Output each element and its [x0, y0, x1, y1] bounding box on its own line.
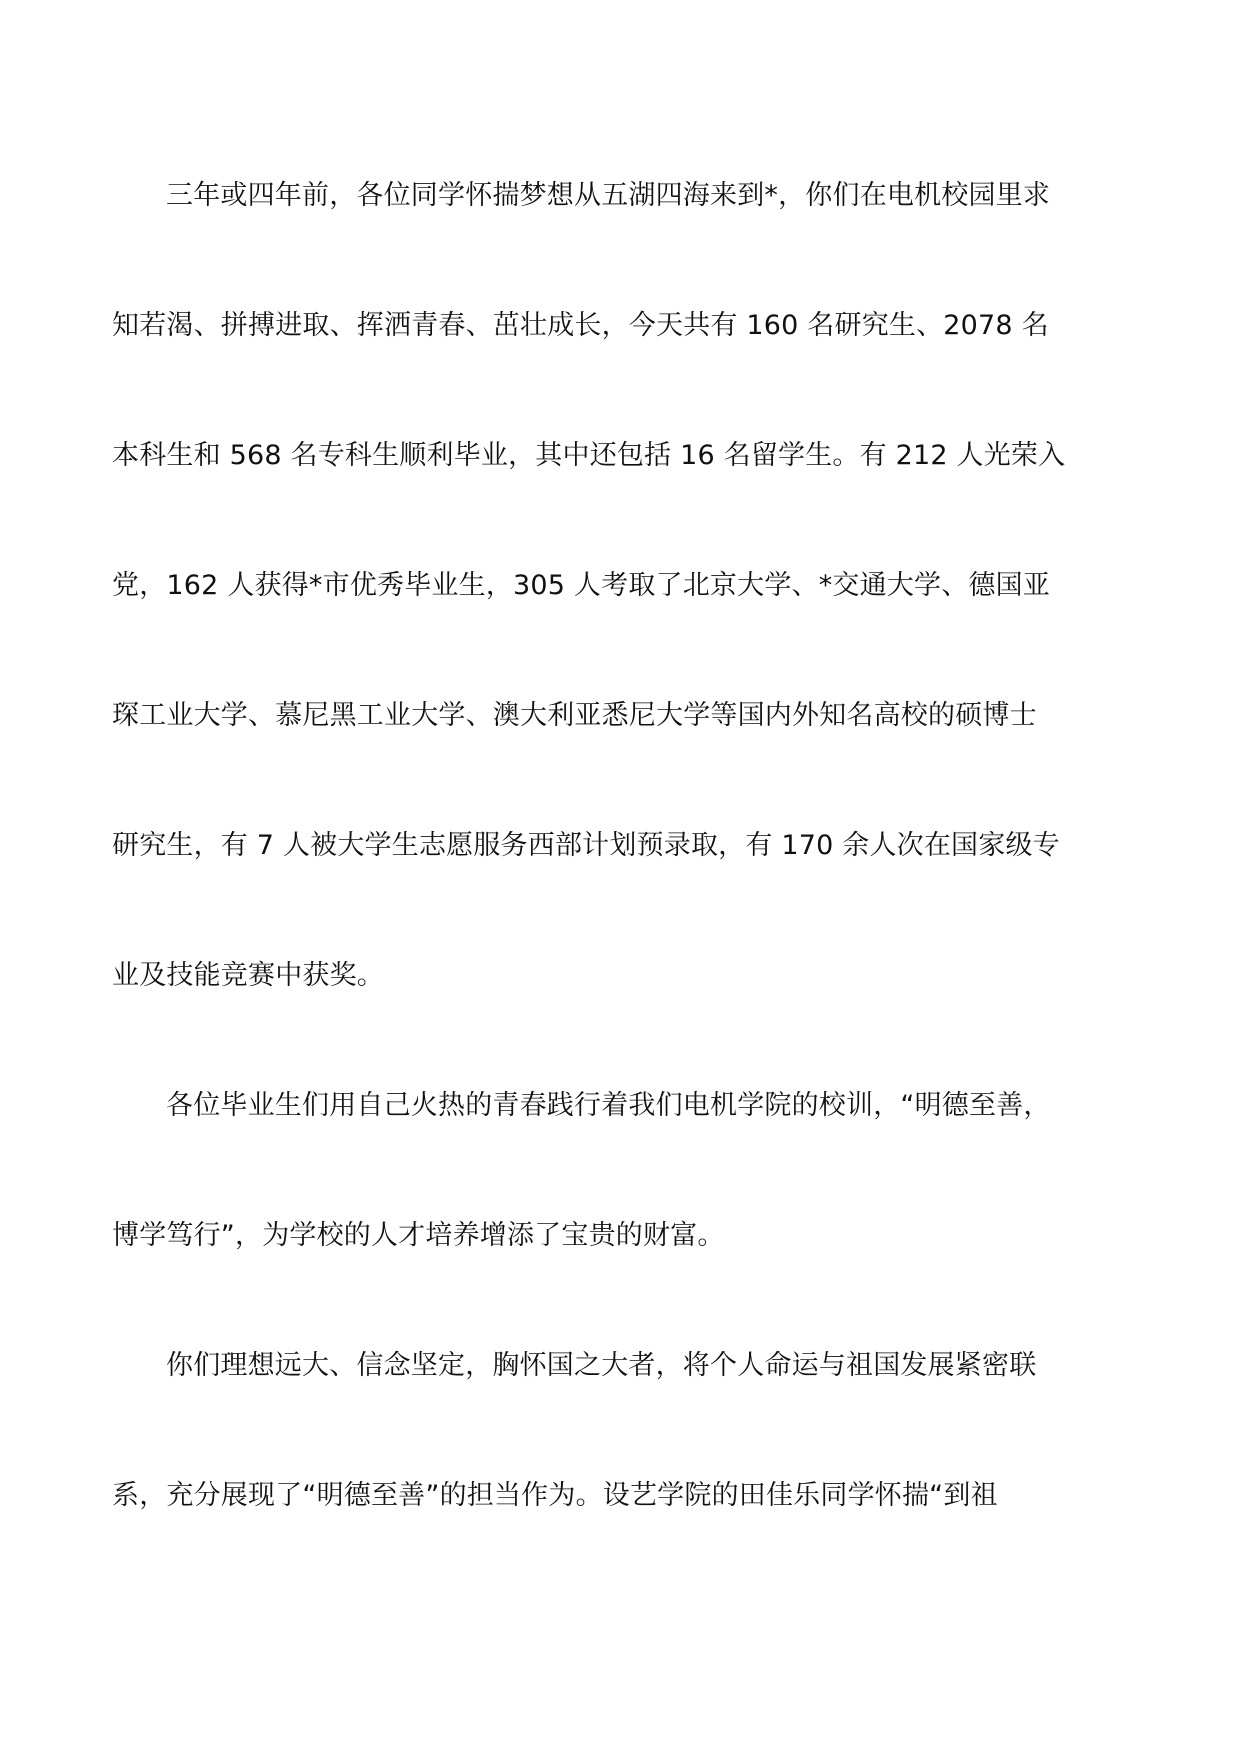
paragraph-1-line-7: 业及技能竞赛中获奖。: [112, 960, 384, 991]
paragraph-2-line-2: 博学笃行”，为学校的人才培养增添了宝贵的财富。: [112, 1220, 725, 1251]
paragraph-2-line-1: 各位毕业生们用自己火热的青春践行着我们电机学院的校训，“明德至善，: [166, 1090, 1051, 1121]
paragraph-1-line-2: 知若渴、拼搏进取、挥洒青春、茁壮成长，今天共有 160 名研究生、2078 名: [112, 310, 1049, 341]
paragraph-3-line-1: 你们理想远大、信念坚定，胸怀国之大者，将个人命运与祖国发展紧密联: [166, 1350, 1037, 1381]
paragraph-1-line-4: 党，162 人获得*市优秀毕业生，305 人考取了北京大学、*交通大学、德国亚: [112, 570, 1051, 601]
paragraph-3-line-2: 系，充分展现了“明德至善”的担当作为。设艺学院的田佳乐同学怀揣“到祖: [112, 1480, 998, 1511]
paragraph-1-line-6: 研究生，有 7 人被大学生志愿服务西部计划预录取，有 170 余人次在国家级专: [112, 830, 1060, 861]
paragraph-1-line-3: 本科生和 568 名专科生顺利毕业，其中还包括 16 名留学生。有 212 人光荣入: [112, 440, 1066, 471]
paragraph-1-line-1: 三年或四年前，各位同学怀揣梦想从五湖四海来到*，你们在电机校园里求: [166, 180, 1051, 211]
paragraph-1-line-5: 琛工业大学、慕尼黑工业大学、澳大利亚悉尼大学等国内外知名高校的硕博士: [112, 700, 1037, 731]
